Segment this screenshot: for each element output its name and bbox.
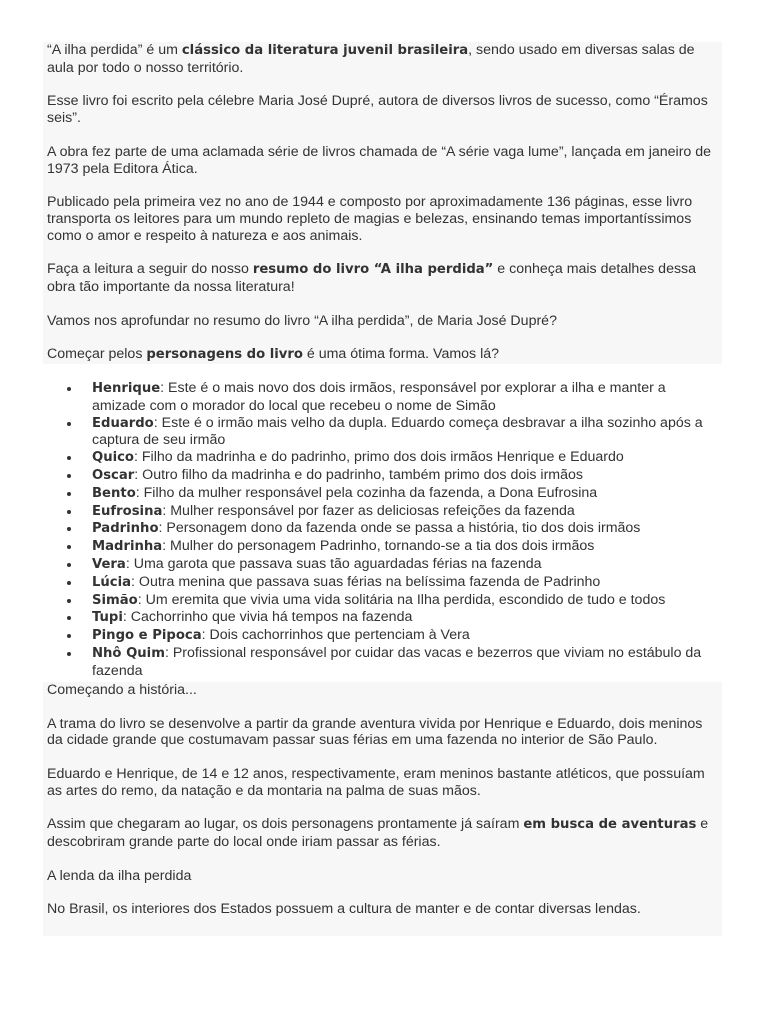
character-description: : Filho da mulher responsável pela cozinha da fazenda, a Dona Eufrosina	[135, 484, 598, 501]
list-item	[92, 556, 722, 574]
character-description: : Uma garota que passava suas tão aguardadas férias na fazenda	[125, 555, 542, 572]
character-name: Eduardo	[92, 415, 154, 431]
paragraph: Eduardo e Henrique, de 14 e 12 anos, respectivamente, eram meninos bastante atléticos, que possuíam as artes do remo, da natação e da montaria na palma de suas mãos.	[47, 765, 705, 799]
character-description: : Profissional responsável por cuidar das vacas e bezerros que viviam no estábulo da fazenda	[92, 644, 702, 679]
bold-text: clássico da literatura juvenil brasileira	[181, 43, 469, 58]
character-description: : Este é o irmão mais velho da dupla. Eduardo começa desbravar a ilha sozinho após a captura de seu irmão	[92, 414, 703, 449]
list-item	[92, 380, 722, 415]
characters-list	[43, 380, 722, 680]
list-item	[92, 592, 722, 610]
list-item	[92, 538, 722, 556]
character-name: Lúcia	[92, 574, 132, 590]
paragraph: Faça a leitura a seguir do nosso resumo do livro “A ilha perdida” e conheça mais detalhes dessa obra tão importante da nossa literatura!	[47, 261, 697, 296]
list-item	[92, 449, 722, 467]
intro-section	[43, 42, 722, 364]
list-item	[92, 627, 722, 645]
bold-text: resumo do livro “A ilha perdida”	[252, 262, 494, 278]
paragraph: A trama do livro se desenvolve a partir da grande aventura vivida por Henrique e Eduardo, dois meninos da cidade grande que costumavam passar suas férias em uma fazenda no interior de São Paulo.	[47, 715, 703, 749]
character-description: : Personagem dono da fazenda onde se passa a história, tio dos dois irmãos	[158, 520, 641, 537]
character-name: Tupi	[92, 610, 123, 626]
character-description: : Este é o mais novo dos dois irmãos, responsável por explorar a ilha e manter a amizade com o morador do local que recebeu o nome de Simão	[92, 380, 666, 414]
paragraph: Vamos nos aprofundar no resumo do livro “A ilha perdida”, de Maria José Dupré?	[47, 312, 557, 329]
paragraph: Começar pelos personagens do livro é uma ótima forma. Vamos lá?	[47, 346, 500, 363]
character-description: : Um eremita que vivia uma vida solitária na Ilha perdida, escondido de tudo e todos	[137, 591, 666, 608]
character-name: Madrinha	[92, 539, 163, 555]
character-description: : Cachorrinho que vivia há tempos na fazenda	[122, 609, 413, 626]
list-item	[92, 485, 722, 503]
character-description: : Mulher do personagem Padrinho, tornando-se a tia dos dois irmãos	[162, 538, 595, 555]
list-item	[92, 609, 722, 627]
character-name: Bento	[92, 485, 136, 501]
story-section	[43, 682, 722, 936]
character-description: : Filho da madrinha e do padrinho, primo dos dois irmãos Henrique e Eduardo	[134, 449, 624, 466]
character-name: Pingo e Pipoca	[92, 628, 202, 644]
character-name: Nhô Quim	[92, 645, 165, 661]
paragraph: Começando a história...	[47, 682, 197, 698]
list-item	[92, 503, 722, 521]
bold-text: em busca de aventuras	[523, 817, 697, 833]
character-description: : Mulher responsável por fazer as deliciosas refeições da fazenda	[162, 502, 575, 519]
character-name: Simão	[92, 592, 138, 608]
character-name: Oscar	[92, 467, 135, 483]
list-item	[92, 467, 722, 485]
character-name: Eufrosina	[92, 503, 163, 519]
character-name: Padrinho	[92, 521, 159, 537]
paragraph: A obra fez parte de uma aclamada série de livros chamada de “A série vaga lume”, lançada em janeiro de 1973 pela Editora Ática.	[47, 143, 712, 177]
character-name: Henrique	[92, 381, 161, 396]
list-item	[92, 574, 722, 592]
paragraph: Esse livro foi escrito pela célebre Maria José Dupré, autora de diversos livros de sucesso, como “Éramos seis”.	[47, 93, 708, 127]
character-description: : Outra menina que passava suas férias na belíssima fazenda de Padrinho	[131, 573, 601, 590]
list-item	[92, 415, 722, 450]
subheading: A lenda da ilha perdida	[47, 867, 192, 884]
character-description: : Outro filho da madrinha e do padrinho, também primo dos dois irmãos	[134, 466, 583, 483]
paragraph: “A ilha perdida” é um clássico da literatura juvenil brasileira, sendo usado em diversas salas de aula por todo o nosso território.	[47, 42, 695, 76]
list-item	[92, 520, 722, 538]
paragraph: Assim que chegaram ao lugar, os dois personagens prontamente já saíram em busca de aventuras e descobriram grande parte do local onde iriam passar as férias.	[47, 816, 709, 851]
character-name: Vera	[92, 556, 126, 572]
character-name: Quico	[92, 450, 134, 466]
paragraph: Publicado pela primeira vez no ano de 1944 e composto por aproximadamente 136 páginas, esse livro transporta os leitores para um mundo repleto de magias e belezas, ensinando temas importantíssimos como o amor e respeito à natureza e aos animais.	[47, 194, 693, 244]
list-item	[92, 645, 722, 680]
bold-text: personagens do livro	[146, 347, 303, 363]
character-description: : Dois cachorrinhos que pertenciam à Vera	[201, 627, 470, 644]
paragraph: No Brasil, os interiores dos Estados possuem a cultura de manter e de contar diversas lendas.	[47, 901, 641, 918]
